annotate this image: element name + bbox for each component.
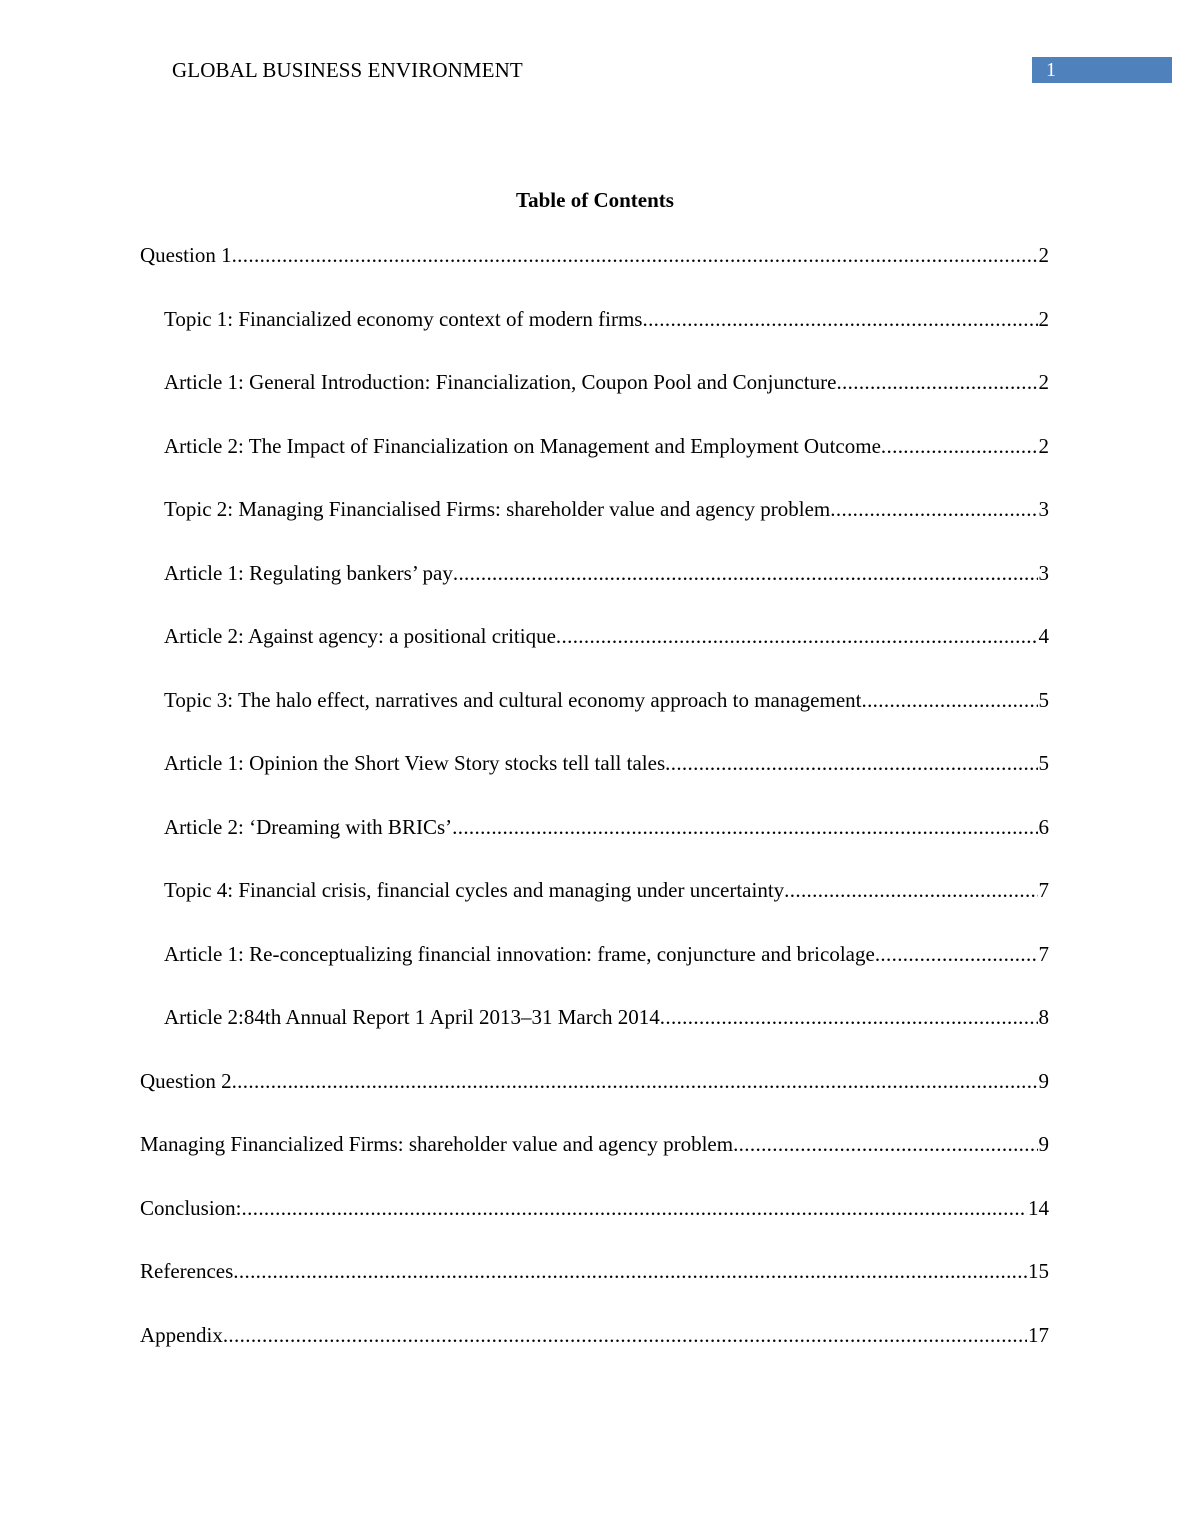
toc-entry[interactable] [164,559,1049,587]
toc-dot-leader [242,1194,1027,1222]
toc-entry[interactable] [164,1003,1049,1031]
toc-entry[interactable] [164,622,1049,650]
toc-entry-label: Article 2: ‘Dreaming with BRICs’ [164,815,453,839]
toc-entry[interactable] [140,1321,1049,1349]
toc-entry[interactable] [140,1194,1049,1222]
toc-entry-page: 15 [1028,1259,1049,1283]
toc-entry-label: Article 2:84th Annual Report 1 April 2013–31 March 2014 [164,1005,660,1029]
toc-entry-label: Topic 2: Managing Financialised Firms: shareholder value and agency problem [164,497,831,521]
toc-dot-leader [784,876,1037,904]
toc-dot-leader [861,686,1037,714]
toc-entry[interactable] [140,1067,1049,1095]
toc-entry-page: 2 [1038,434,1049,458]
toc-dot-leader [556,622,1038,650]
toc-dot-leader [232,1067,1038,1095]
toc-entry-label: Managing Financialized Firms: shareholder value and agency problem [140,1132,734,1156]
toc-entry[interactable] [164,813,1049,841]
toc-entry[interactable] [164,432,1049,460]
toc-entry-label: Article 1: Regulating bankers’ pay [164,561,453,585]
toc-entry-label: Question 2 [140,1069,232,1093]
toc-entry-label: Conclusion: [140,1196,242,1220]
running-header-title: GLOBAL BUSINESS ENVIRONMENT [172,58,523,82]
toc-entry-label: Article 1: General Introduction: Financialization, Coupon Pool and Conjuncture [164,370,837,394]
toc-dot-leader [830,495,1037,523]
toc-entry-page: 5 [1038,751,1049,775]
toc-entry[interactable] [164,940,1049,968]
toc-entry[interactable] [164,876,1049,904]
toc-dot-leader [233,1257,1027,1285]
toc-dot-leader [453,559,1038,587]
toc-dot-leader [232,241,1038,269]
toc-entry[interactable] [140,1257,1049,1285]
toc-entry-page: 3 [1038,497,1049,521]
toc-entry[interactable] [140,1130,1049,1158]
toc-entry-page: 4 [1038,624,1049,648]
toc-entry-page: 7 [1038,942,1049,966]
toc-entry-page: 7 [1038,878,1049,902]
toc-entry[interactable] [164,686,1049,714]
toc-entry-label: Article 1: Re-conceptualizing financial innovation: frame, conjuncture and bricolage [164,942,875,966]
toc-entry-label: Appendix [140,1323,223,1347]
toc-entry-page: 2 [1038,243,1049,267]
toc-entry-page: 2 [1038,307,1049,331]
toc-entry-page: 14 [1028,1196,1049,1220]
toc-dot-leader [875,940,1038,968]
toc-dot-leader [223,1321,1027,1349]
toc-dot-leader [665,749,1037,777]
toc-dot-leader [836,368,1037,396]
toc-dot-leader [733,1130,1037,1158]
toc-entry-label: Article 1: Opinion the Short View Story stocks tell tall tales [164,751,666,775]
toc-dot-leader [642,305,1037,333]
toc-entry[interactable] [164,368,1049,396]
toc-dot-leader [881,432,1038,460]
toc-entry[interactable] [140,241,1049,269]
toc-entry-page: 9 [1038,1132,1049,1156]
toc-entry[interactable] [164,305,1049,333]
toc-entry-page: 9 [1038,1069,1049,1093]
toc-entry-page: 5 [1038,688,1049,712]
toc-entry-page: 8 [1038,1005,1049,1029]
toc-entry-label: References [140,1259,234,1283]
toc-entry-label: Article 2: The Impact of Financialization on Management and Employment Outcome [164,434,881,458]
toc-dot-leader [660,1003,1038,1031]
toc-entry[interactable] [164,749,1049,777]
toc-entry-page: 6 [1038,815,1049,839]
toc-entry-label: Topic 4: Financial crisis, financial cycles and managing under uncertainty [164,878,785,902]
toc-entry[interactable] [164,495,1049,523]
toc-entry-label: Topic 1: Financialized economy context of modern firms [164,307,643,331]
toc-dot-leader [452,813,1037,841]
toc-entry-label: Topic 3: The halo effect, narratives and cultural economy approach to management [164,688,862,712]
toc-heading: Table of Contents [516,188,674,212]
toc-entry-page: 17 [1028,1323,1049,1347]
toc-entry-page: 3 [1038,561,1049,585]
page-number-badge: 1 [1032,57,1172,83]
toc-entry-label: Article 2: Against agency: a positional critique [164,624,556,648]
toc-entry-page: 2 [1038,370,1049,394]
toc-entry-label: Question 1 [140,243,232,267]
